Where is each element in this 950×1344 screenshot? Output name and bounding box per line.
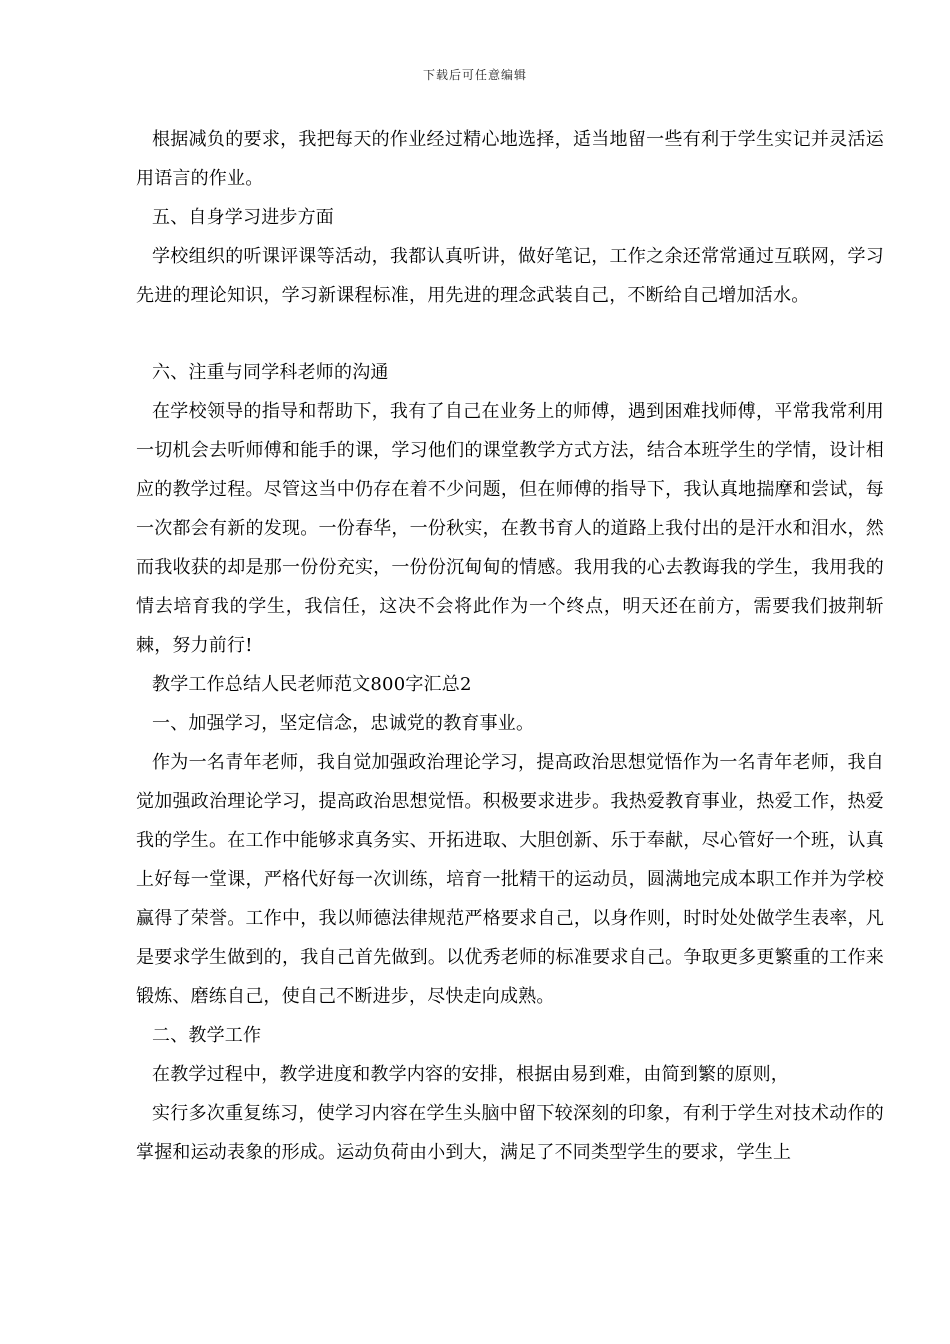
heading-self-study: 五、自身学习进步方面 [152, 207, 334, 228]
paragraph-homework: 根据减负的要求，我把每天的作业经过精心地选择，适当地留一些有利于学生实记并灵活运用语言的作业。 [136, 129, 884, 189]
paragraph-self-study: 学校组织的听课评课等活动，我都认真听讲，做好笔记，工作之余还常常通过互联网，学习先进的理论知识，学习新课程标准，用先进的理念武装自己，不断给自己增加活水。 [136, 246, 884, 306]
heading-teaching-work: 二、教学工作 [152, 1025, 262, 1046]
paragraph-communication: 在学校领导的指导和帮助下，我有了自己在业务上的师傅，遇到困难找师傅，平常我常利用一切机会去听师傅和能手的课，学习他们的课堂教学方式方法，结合本班学生的学情，设计相应的教学过程。尽管这当中仍存在着不少问题，但在师傅的指导下，我认真地揣摩和尝试，每一次都会有新的发现。一份春华，一份秋实，在教书育人的道路上我付出的是汗水和泪水，然而我收获的却是那一份份充实，一份份沉甸甸的情感。我用我的心去教诲我的学生，我用我的情去培育我的学生，我信任，这决不会将此作为一个终点，明天还在前方，需要我们披荆斩棘，努力前行! [136, 401, 884, 656]
blank-line [136, 315, 884, 353]
header-note: 下载后可任意编辑 [422, 68, 527, 82]
paragraph-teaching-process: 在教学过程中，教学进度和教学内容的安排，根据由易到难，由简到繁的原则， [152, 1064, 789, 1085]
paragraph-strengthen-study: 作为一名青年老师，我自觉加强政治理论学习，提高政治思想觉悟作为一名青年老师，我自觉加强政治理论学习，提高政治思想觉悟。积极要求进步。我热爱教育事业，热爱工作，热爱我的学生。在工作中能够求真务实、开拓进取、大胆创新、乐于奉献，尽心管好一个班，认真上好每一堂课，严格代好每一次训练，培育一批精干的运动员，圆满地完成本职工作并为学校赢得了荣誉。工作中，我以师德法律规范严格要求自己，以身作则，时时处处做学生表率，凡是要求学生做到的，我自己首先做到。以优秀老师的标准要求自己。争取更多更繁重的工作来锻炼、磨练自己，使自己不断进步，尽快走向成熟。 [136, 752, 884, 1007]
document-body [136, 120, 884, 1172]
paragraph-repetition-practice: 实行多次重复练习，使学习内容在学生头脑中留下较深刻的印象，有利于学生对技术动作的掌握和运动表象的形成。运动负荷由小到大，满足了不同类型学生的要求，学生上 [136, 1103, 884, 1163]
section-title-summary-2: 教学工作总结人民老师范文800字汇总2 [152, 674, 472, 695]
heading-strengthen-study: 一、加强学习，坚定信念，忠诚党的教育事业。 [152, 713, 535, 734]
heading-communication: 六、注重与同学科老师的沟通 [152, 362, 389, 383]
